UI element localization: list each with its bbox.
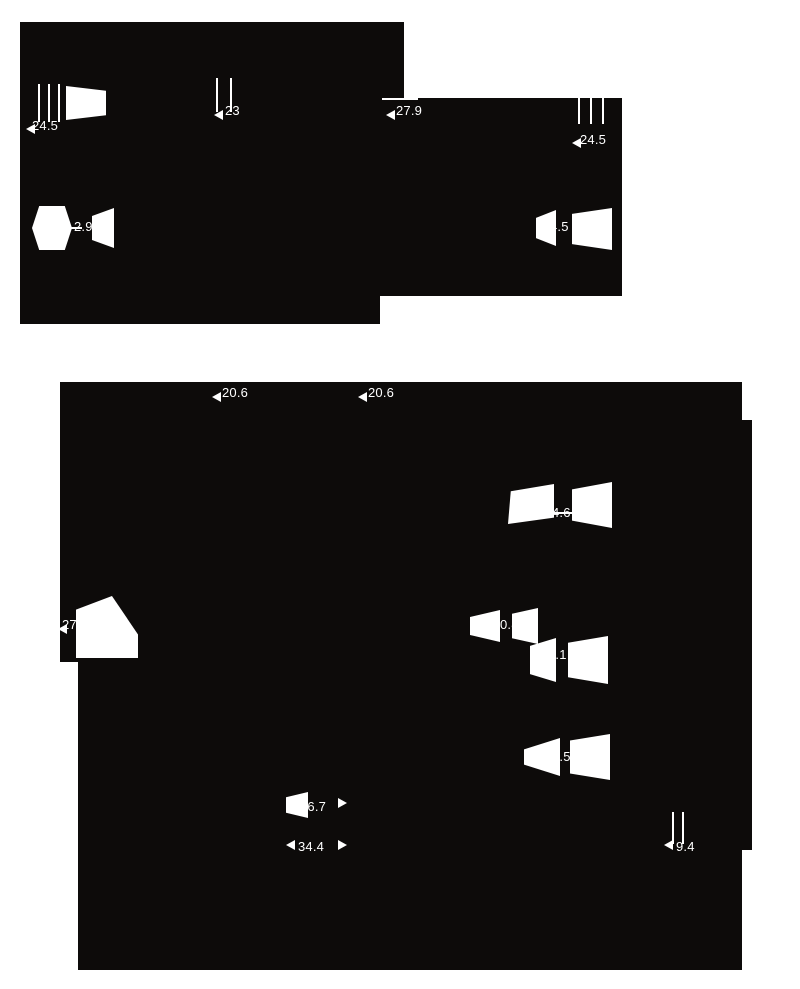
dimension-label-l7: 8.5 <box>552 749 571 764</box>
wedge-u1 <box>66 86 106 120</box>
upper-plate-top-band <box>104 22 404 106</box>
wedge-l3-right <box>572 482 612 528</box>
wedge-u6-right <box>572 208 612 250</box>
dimension-label-u4: 24.5 <box>580 132 607 147</box>
dimension-label-l2: 20.6 <box>368 385 395 400</box>
arrowhead-l8 <box>338 798 347 808</box>
dimension-label-u2: 23 <box>225 103 240 118</box>
dimension-label-u5: 2.9 <box>74 219 93 234</box>
leader-u2-a <box>216 78 218 112</box>
dimension-label-l8: 26.7 <box>300 799 327 814</box>
dimension-label-l4: 27.9 <box>62 617 89 632</box>
lower-plate-top-band <box>60 382 742 442</box>
leader-u1-b <box>48 84 50 122</box>
arrowhead-u3 <box>386 110 395 120</box>
dimension-label-l9: 34.4 <box>298 839 325 854</box>
leader-u1-a <box>38 84 40 122</box>
leader-u3 <box>382 98 418 100</box>
dimension-label-u1: 24.5 <box>32 118 59 133</box>
arrowhead-l9-right <box>338 840 347 850</box>
arrowhead-l7 <box>532 752 541 762</box>
leader-u1-c <box>58 84 60 122</box>
dimension-label-l10: 9.4 <box>676 839 695 854</box>
arrowhead-l10 <box>664 840 673 850</box>
upper-plate-extension-right <box>370 98 622 296</box>
leader-u4-c <box>602 90 604 124</box>
lower-plate-right-wing <box>680 420 752 850</box>
dimension-label-u6: 4.5 <box>550 219 569 234</box>
leader-u4-a <box>578 90 580 124</box>
arrowhead-l1 <box>212 392 221 402</box>
wedge-l6-right <box>568 636 608 684</box>
arrowhead-u2 <box>214 110 223 120</box>
leader-u4-b <box>590 90 592 124</box>
lower-plate-body <box>78 382 742 970</box>
dimension-label-u3: 27.9 <box>396 103 423 118</box>
upper-plate-lower-skirt <box>20 246 380 324</box>
dimension-label-l3: 4.6 <box>552 505 571 520</box>
arrowhead-l2 <box>358 392 367 402</box>
dimension-label-l5: 0.8 <box>500 617 519 632</box>
dimension-label-l1: 20.6 <box>222 385 249 400</box>
arrowhead-l9-left <box>286 840 295 850</box>
wedge-l7-right <box>570 734 610 780</box>
dimension-label-l6: 9.1 <box>548 647 567 662</box>
